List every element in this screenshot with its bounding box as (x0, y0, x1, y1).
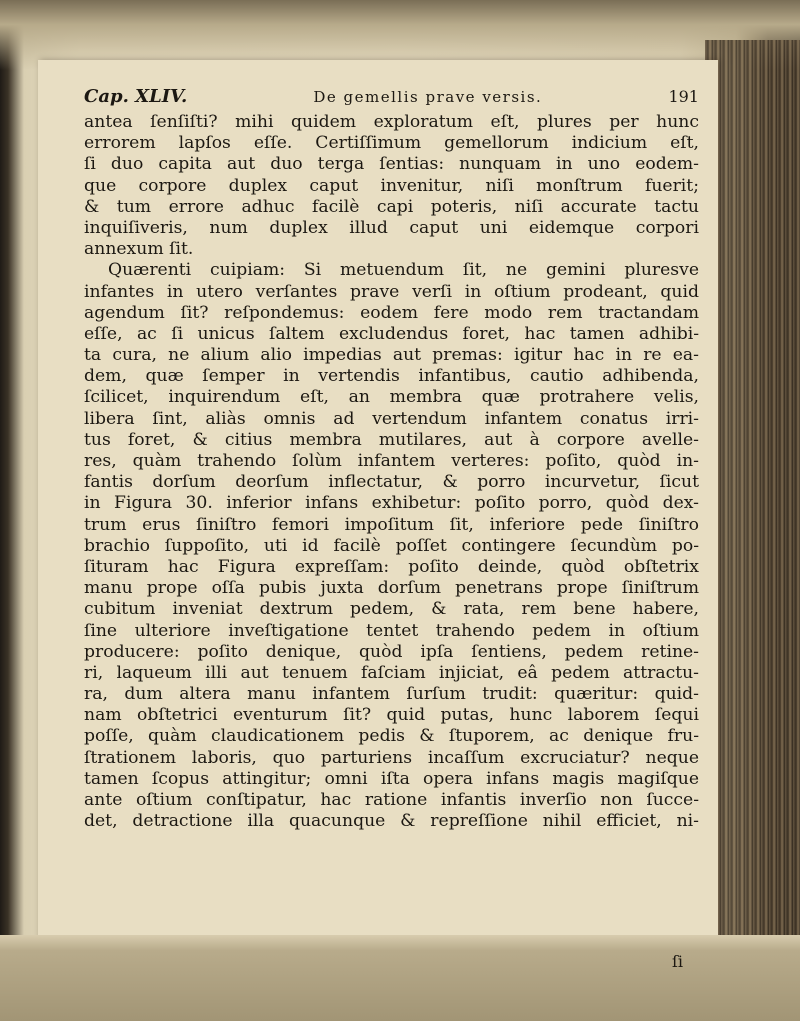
running-title: De gemellis prave versis. (313, 88, 543, 106)
running-head (84, 86, 699, 108)
text-line: det, detractione illa quacunque & repreſſione nihil efficiet, ni- (84, 811, 699, 832)
text-line: ſcilicet, inquirendum eſt, an membra quæ protrahere velis, (84, 387, 699, 408)
text-line: tamen ſcopus attingitur; omni iſta opera infans magis magiſque (84, 768, 699, 789)
text-line: producere: poſito denique, quòd ipſa ſentiens, pedem retine- (84, 641, 699, 662)
text-line: ta cura, ne alium alio impedias aut premas: igitur hac in re ea- (84, 345, 699, 366)
page-number: 191 (668, 87, 699, 106)
page-bottom-margin (0, 935, 800, 1021)
text-line: inquiſiveris, num duplex illud caput uni eidemque corpori (84, 217, 699, 238)
body-text (84, 112, 699, 832)
text-line: ſituram hac Figura expreſſam: poſito deinde, quòd obſtetrix (84, 556, 699, 577)
text-line: ſtrationem laboris, quo parturiens incaſſum excruciatur? neque (84, 747, 699, 768)
text-line: eſſe, ac ſi unicus ſaltem excludendus foret, hac tamen adhibi- (84, 323, 699, 344)
text-line: & tum errore adhuc facilè capi poteris, niſi accurate tactu (84, 196, 699, 217)
text-line: ra, dum altera manu infantem ſurſum trudit: quæritur: quid- (84, 684, 699, 705)
chapter-heading: Cap. XLIV. (84, 86, 188, 107)
text-line: cubitum inveniat dextrum pedem, & rata, rem bene habere, (84, 599, 699, 620)
page-text-block (84, 86, 699, 832)
text-line: res, quàm trahendo ſolùm infantem verteres: poſito, quòd in- (84, 451, 699, 471)
catchword: ſi (672, 952, 684, 971)
text-line: dem, quæ ſemper in vertendis infantibus, cautio adhibenda, (84, 366, 699, 387)
book-fore-edge (705, 40, 800, 970)
text-line: in Figura 30. inferior infans exhibetur: poſito porro, quòd dex- (84, 493, 699, 514)
text-line: infantes in utero verſantes prave verſi in oſtium prodeant, quid (84, 281, 699, 302)
text-line: ſine ulteriore inveſtigatione tentet trahendo pedem in oſtium (84, 620, 699, 641)
text-line: poſſe, quàm claudicationem pedis & ſtuporem, ac denique fru- (84, 726, 699, 747)
text-line: ſi duo capita aut duo terga ſentias: nunquam in uno eodem- (84, 154, 699, 175)
text-line: ante oſtium conſtipatur, hac ratione infantis inverſio non ſucce- (84, 790, 699, 810)
text-line: tus foret, & citius membra mutilares, aut à corpore avelle- (84, 429, 699, 450)
text-line: brachio ſuppoſito, uti id facilè poſſet contingere ſecundùm po- (84, 535, 699, 556)
text-line: que corpore duplex caput invenitur, niſi monſtrum fuerit; (84, 175, 699, 196)
text-line: manu prope oſſa pubis juxta dorſum penetrans prope ſiniſtrum (84, 578, 699, 599)
text-line: antea ſenſiſti? mihi quidem exploratum eſt, plures per hunc (84, 112, 699, 132)
text-line: Quærenti cuipiam: Si metuendum ſit, ne gemini pluresve (108, 260, 699, 281)
text-line: fantis dorſum deorſum inflectatur, & porro incurvetur, ſicut (84, 472, 699, 493)
text-line: annexum ſit. (84, 239, 194, 260)
text-line: nam obſtetrici eventurum ſit? quid putas, hunc laborem ſequi (84, 705, 699, 726)
text-line: errorem lapſos eſſe. Certiſſimum gemellorum indicium eſt, (84, 133, 699, 154)
text-line: trum erus ſiniſtro femori impoſitum ſit, inferiore pede ſiniſtro (84, 514, 699, 535)
text-line: agendum ſit? reſpondemus: eodem fere modo rem tractandam (84, 302, 699, 323)
text-line: libera ſint, aliàs omnis ad vertendum infantem conatus irri- (84, 408, 699, 429)
text-line: ri, laqueum illi aut tenuem faſciam injiciat, eâ pedem attractu- (84, 662, 699, 683)
